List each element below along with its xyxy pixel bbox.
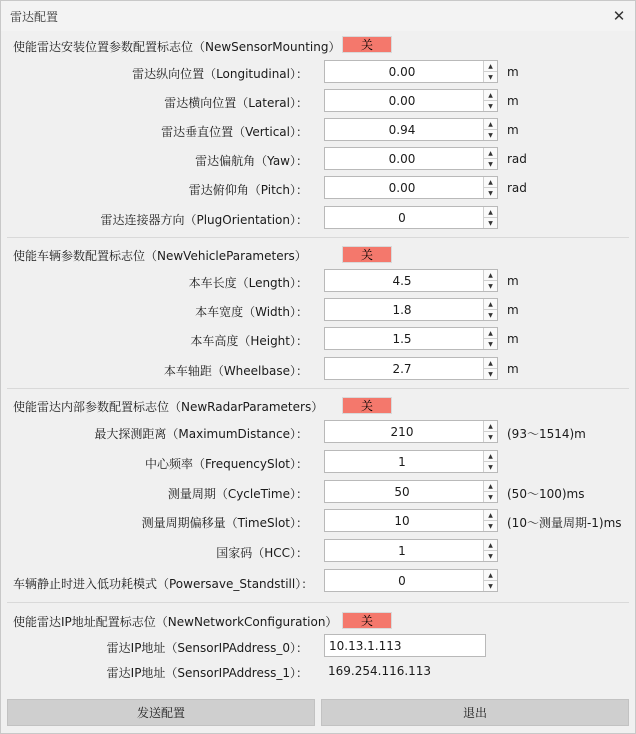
hcc-label: 国家码（HCC）： xyxy=(216,546,308,560)
wheelbase-unit: m xyxy=(507,362,519,376)
lateral-value[interactable]: 0.00 xyxy=(388,93,416,108)
yaw-label: 雷达偏航角（Yaw）： xyxy=(195,154,308,168)
divider xyxy=(7,602,629,603)
vehicle-section-title: 使能车辆参数配置标志位（NewVehicleParameters） xyxy=(13,249,307,263)
arrow-down-icon[interactable]: ▼ xyxy=(484,551,497,561)
plug-orientation-value[interactable]: 0 xyxy=(398,210,406,225)
length-unit: m xyxy=(507,274,519,288)
arrow-down-icon[interactable]: ▼ xyxy=(484,432,497,442)
ip1-value: 169.254.116.113 xyxy=(328,664,432,678)
time-slot-unit: (10～测量周期-1)ms xyxy=(507,516,622,530)
frequency-slot-value[interactable]: 1 xyxy=(398,454,406,469)
arrow-up-icon[interactable]: ▲ xyxy=(484,540,497,551)
exit-button[interactable]: 退出 xyxy=(321,699,629,726)
vertical-label: 雷达垂直位置（Vertical）： xyxy=(161,125,308,139)
longitudinal-spinbox[interactable] xyxy=(324,60,498,83)
arrow-down-icon[interactable]: ▼ xyxy=(484,281,497,291)
powersave-value[interactable]: 0 xyxy=(398,573,406,588)
radar-toggle[interactable]: 关 xyxy=(342,397,392,414)
height-unit: m xyxy=(507,332,519,346)
frequency-slot-label: 中心频率（FrequencySlot）： xyxy=(145,457,308,471)
arrow-up-icon[interactable]: ▲ xyxy=(484,207,497,218)
divider xyxy=(7,237,629,238)
cycle-time-spinbox[interactable] xyxy=(324,480,498,503)
longitudinal-unit: m xyxy=(507,65,519,79)
length-spinbox[interactable] xyxy=(324,269,498,292)
wheelbase-spinbox[interactable] xyxy=(324,357,498,380)
max-distance-value[interactable]: 210 xyxy=(390,424,414,439)
mounting-toggle[interactable]: 关 xyxy=(342,36,392,53)
arrow-down-icon[interactable]: ▼ xyxy=(484,72,497,82)
width-unit: m xyxy=(507,303,519,317)
pitch-unit: rad xyxy=(507,181,527,195)
time-slot-spinbox[interactable] xyxy=(324,509,498,532)
cycle-time-value[interactable]: 50 xyxy=(394,484,410,499)
powersave-spinbox[interactable] xyxy=(324,569,498,592)
cycle-time-unit: (50～100)ms xyxy=(507,487,585,501)
arrow-up-icon[interactable]: ▲ xyxy=(484,148,497,159)
title-bar xyxy=(1,1,635,31)
length-value[interactable]: 4.5 xyxy=(392,273,412,288)
arrow-down-icon[interactable]: ▼ xyxy=(484,159,497,169)
vertical-unit: m xyxy=(507,123,519,137)
yaw-spinbox[interactable] xyxy=(324,147,498,170)
arrow-up-icon[interactable]: ▲ xyxy=(484,481,497,492)
arrow-up-icon[interactable]: ▲ xyxy=(484,358,497,369)
arrow-up-icon[interactable]: ▲ xyxy=(484,570,497,581)
cycle-time-label: 测量周期（CycleTime）： xyxy=(167,487,308,501)
pitch-spinbox[interactable] xyxy=(324,176,498,199)
arrow-up-icon[interactable]: ▲ xyxy=(484,510,497,521)
height-spinbox[interactable] xyxy=(324,327,498,350)
plug-orientation-label: 雷达连接器方向（PlugOrientation）： xyxy=(100,213,308,227)
max-distance-label: 最大探测距离（MaximumDistance）： xyxy=(94,427,308,441)
network-toggle[interactable]: 关 xyxy=(342,612,392,629)
arrow-up-icon[interactable]: ▲ xyxy=(484,90,497,101)
hcc-spinbox[interactable] xyxy=(324,539,498,562)
arrow-down-icon[interactable]: ▼ xyxy=(484,521,497,531)
arrow-up-icon[interactable]: ▲ xyxy=(484,299,497,310)
arrow-up-icon[interactable]: ▲ xyxy=(484,270,497,281)
max-distance-spinbox[interactable] xyxy=(324,420,498,443)
width-value[interactable]: 1.8 xyxy=(392,302,412,317)
longitudinal-label: 雷达纵向位置（Longitudinal）： xyxy=(132,67,308,81)
send-config-button[interactable]: 发送配置 xyxy=(7,699,315,726)
arrow-up-icon[interactable]: ▲ xyxy=(484,451,497,462)
width-label: 本车宽度（Width）： xyxy=(195,305,308,319)
lateral-unit: m xyxy=(507,94,519,108)
divider xyxy=(7,388,629,389)
pitch-value[interactable]: 0.00 xyxy=(388,180,416,195)
lateral-spinbox[interactable] xyxy=(324,89,498,112)
network-section-title: 使能雷达IP地址配置标志位（NewNetworkConfiguration） xyxy=(13,615,338,629)
arrow-down-icon[interactable]: ▼ xyxy=(484,218,497,228)
time-slot-label: 测量周期偏移量（TimeSlot）： xyxy=(141,516,308,530)
wheelbase-label: 本车轴距（Wheelbase）： xyxy=(163,364,308,378)
arrow-down-icon[interactable]: ▼ xyxy=(484,462,497,472)
vertical-value[interactable]: 0.94 xyxy=(388,122,416,137)
arrow-down-icon[interactable]: ▼ xyxy=(484,581,497,591)
pitch-label: 雷达俯仰角（Pitch）： xyxy=(188,183,308,197)
powersave-label: 车辆静止时进入低功耗模式（Powersave_Standstill）： xyxy=(13,577,314,591)
lateral-label: 雷达横向位置（Lateral）： xyxy=(164,96,308,110)
width-spinbox[interactable] xyxy=(324,298,498,321)
arrow-down-icon[interactable]: ▼ xyxy=(484,492,497,502)
vehicle-toggle[interactable]: 关 xyxy=(342,246,392,263)
arrow-down-icon[interactable]: ▼ xyxy=(484,310,497,320)
yaw-value[interactable]: 0.00 xyxy=(388,151,416,166)
arrow-up-icon[interactable]: ▲ xyxy=(484,177,497,188)
time-slot-value[interactable]: 10 xyxy=(394,513,410,528)
arrow-down-icon[interactable]: ▼ xyxy=(484,130,497,140)
plug-orientation-spinbox[interactable] xyxy=(324,206,498,229)
arrow-up-icon[interactable]: ▲ xyxy=(484,61,497,72)
height-label: 本车高度（Height）： xyxy=(190,334,308,348)
close-icon[interactable]: ✕ xyxy=(612,7,626,25)
arrow-up-icon[interactable]: ▲ xyxy=(484,119,497,130)
length-label: 本车长度（Length）： xyxy=(188,276,308,290)
arrow-up-icon[interactable]: ▲ xyxy=(484,421,497,432)
arrow-down-icon[interactable]: ▼ xyxy=(484,369,497,379)
ip1-label: 雷达IP地址（SensorIPAddress_1）： xyxy=(106,666,308,680)
vertical-spinbox[interactable] xyxy=(324,118,498,141)
wheelbase-value[interactable]: 2.7 xyxy=(392,361,412,376)
frequency-slot-spinbox[interactable] xyxy=(324,450,498,473)
hcc-value[interactable]: 1 xyxy=(398,543,406,558)
arrow-up-icon[interactable]: ▲ xyxy=(484,328,497,339)
arrow-down-icon[interactable]: ▼ xyxy=(484,101,497,111)
window-title: 雷达配置 xyxy=(10,9,59,24)
ip0-label: 雷达IP地址（SensorIPAddress_0）： xyxy=(106,641,308,655)
mounting-section-title: 使能雷达安装位置参数配置标志位（NewSensorMounting） xyxy=(13,40,341,54)
ip0-input[interactable]: 10.13.1.113 xyxy=(324,634,486,657)
arrow-down-icon[interactable]: ▼ xyxy=(484,339,497,349)
max-distance-unit: (93～1514)m xyxy=(507,427,586,441)
radar-section-title: 使能雷达内部参数配置标志位（NewRadarParameters） xyxy=(13,400,324,414)
arrow-down-icon[interactable]: ▼ xyxy=(484,188,497,198)
yaw-unit: rad xyxy=(507,152,527,166)
height-value[interactable]: 1.5 xyxy=(392,331,412,346)
longitudinal-value[interactable]: 0.00 xyxy=(388,64,416,79)
